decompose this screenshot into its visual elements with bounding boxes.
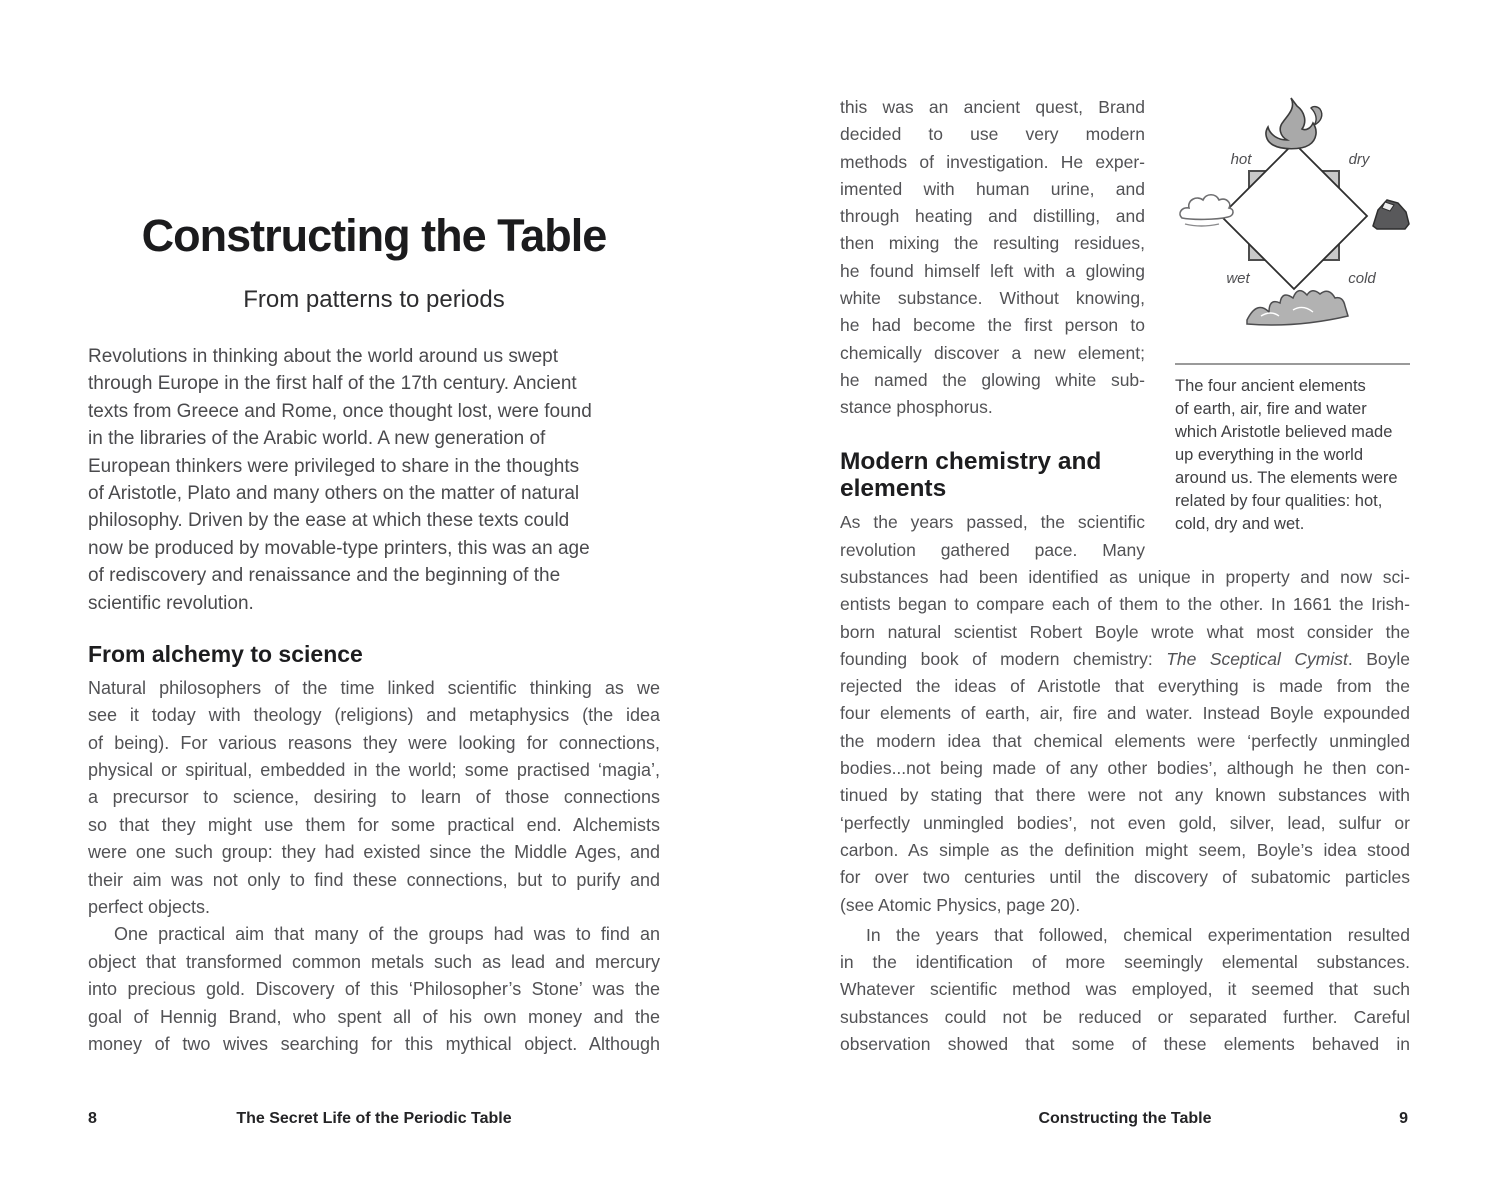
footer-page-number-left: 8 bbox=[88, 1110, 97, 1127]
intro-paragraph: Revolutions in thinking about the world around us swept through Europe in the first half of the 17th century. Ancient texts from Greece and Rome, once thought lost, were found in the libraries of the Arabic world. A new generation of European thinkers were privileged to share in the thoughts of Aristotle, Plato and many others on the matter of natural philosophy. Driven by the ease at which these texts could now be produced by movable-type printers, this was an age of rediscovery and renaissance and the beginning of the scientific revolution. bbox=[88, 346, 592, 614]
philosophers-stone-paragraph: One practical aim that many of the groups had was to find an object that transformed common metals such as lead and mercury into precious gold. Discovery of this ‘Philosopher’s Stone’ was the goal of Hennig Brand, who spent all of his own money and the money of two wives searching for this mythical object. Although bbox=[88, 924, 660, 1054]
chapter-subtitle: From patterns to periods bbox=[243, 286, 505, 313]
figure-rule bbox=[1175, 363, 1410, 365]
alchemy-paragraph: Natural philosophers of the time linked scientific thinking as we see it today with theology (religions) and metaphysics (the idea of being). For various reasons they were looking for connections, physical or spiritual, embedded in the world; some practised ‘magia’, a precursor to science, desiring to learn of those connections so that they might use them for some practical end. Alchemists were one such group: they had existed since the Middle Ages, and their aim was not only to find these connections, but to purify and perfect objects. bbox=[88, 677, 660, 918]
footer-page-number-right: 9 bbox=[1399, 1110, 1408, 1127]
section-heading-modern-chemistry: Modern chemistry and elements bbox=[840, 447, 1102, 502]
right-footer bbox=[840, 1110, 1410, 1132]
boyle-paragraph-narrow: As the years passed, the scientific revolution gathered pace. Many bbox=[840, 512, 1145, 560]
phosphorus-paragraph: this was an ancient quest, Brand decided to use very modern methods of investigation. He exper- imented with human urine, and through heating and distilling, and then mixing the resulting residues, he found himself left with a glowing white substance. Without knowing, he had become the first person to chemically discover a new element; he named the glowing white sub- stance phosphorus. bbox=[840, 97, 1145, 418]
chapter-title: Constructing the Table bbox=[141, 210, 607, 261]
label-hot: hot bbox=[1230, 151, 1252, 168]
label-cold: cold bbox=[1348, 270, 1376, 287]
left-page bbox=[88, 0, 660, 1058]
footer-book-title: The Secret Life of the Periodic Table bbox=[236, 1110, 512, 1127]
water-waves-icon bbox=[1247, 291, 1348, 325]
figure-caption: The four ancient elements of earth, air, fire and water which Aristotle believed made up everything in the world around us. The elements were related by four qualities: hot, cold, dry and wet. bbox=[1175, 377, 1398, 533]
label-dry: dry bbox=[1348, 151, 1370, 168]
right-page bbox=[840, 0, 1410, 1058]
footer-chapter-title: Constructing the Table bbox=[1038, 1110, 1212, 1127]
experimentation-paragraph: In the years that followed, chemical experimentation resulted in the identification of more seemingly elemental substances. Whatever scientific method was employed, it seemed that such substances could not be reduced or separated further. Careful observation showed that some of these elements behaved in bbox=[840, 924, 1410, 1054]
left-footer bbox=[88, 1110, 660, 1132]
section-heading-alchemy: From alchemy to science bbox=[88, 640, 363, 667]
boyle-paragraph-wide: substances had been identified as unique in property and now sci- entists began to compare each of them to the other. In 1661 the Irish- born natural scientist Robert Boyle wrote what most consider the founding book of modern chemistry: The Sceptical Cymist. Boyle rejected the ideas of Aristotle that everything is made from the four elements of earth, air, fire and water. Instead Boyle expounded the modern idea that chemical elements were ‘perfectly unmingled bodies...not being made of any other bodies’, although he then con- tinued by stating that there were not any known substances with ‘perfectly unmingled bodies’, not even gold, silver, lead, sulfur or carbon. As simple as the definition might seem, Boyle’s idea stood for over two centuries until the discovery of subatomic particles (see Atomic Physics, page 20). bbox=[840, 566, 1410, 915]
four-elements-diagram bbox=[1175, 96, 1410, 328]
fire-icon bbox=[1266, 98, 1322, 149]
label-wet: wet bbox=[1226, 270, 1250, 287]
four-elements-figure bbox=[1175, 96, 1410, 536]
earth-rock-icon bbox=[1373, 200, 1409, 229]
